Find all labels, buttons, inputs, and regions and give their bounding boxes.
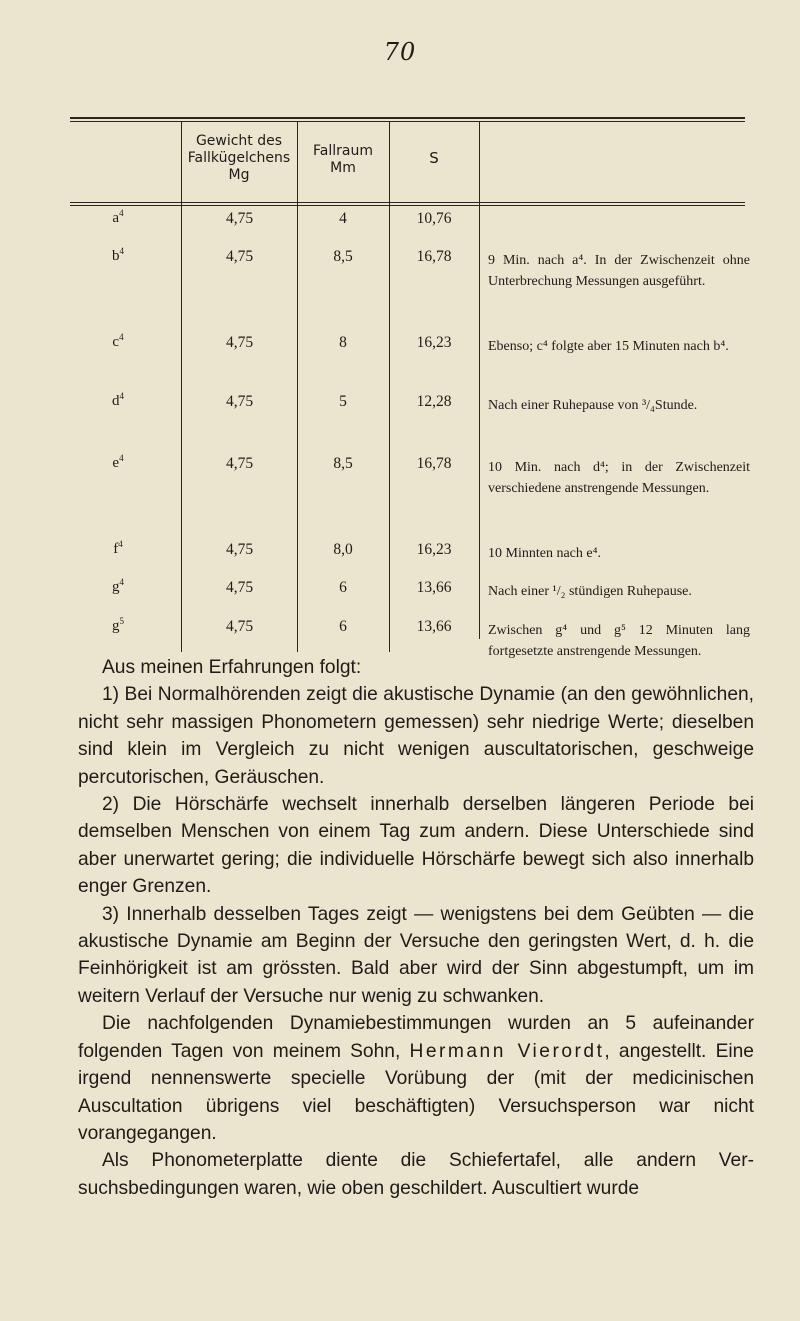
note-cell: Ebenso; c⁴ folgte aber 15 Minuten nach b⁴. [488, 339, 729, 354]
weight-cell: 4,75 [225, 541, 254, 558]
paragraph: Als Phonometerplatte diente die Schiefertafel, alle andern Versuchsbedingungen waren, wie oben geschildert. Auscultiert wurde [78, 1150, 754, 1199]
paragraph [78, 1010, 754, 1147]
fall-cell: 8,0 [333, 541, 353, 558]
paragraph-text: Die nachfolgenden Dynamiebestimmungen wurden an 5 aufeinander folgenden Tagen von meinem Sohn, [78, 1013, 754, 1062]
paragraph: 3) Innerhalb desselben Tages zeigt — wenigstens bei dem Geübten — die akustische Dynamie am Beginn der Versuche den geringsten Wert, d. h. die Feinhörigkeit ist am grössten. Bald aber wird der Sinn abgestumpft, um im weitern Verlauf der Versuche nur wenig zu schwanken. [78, 903, 754, 1007]
note-cell: Nach einer ¹/₂ stündigen Ruhepause. [488, 584, 692, 599]
fall-cell: 6 [339, 579, 347, 596]
row-label-letter: g [112, 579, 120, 595]
s-cell: 10,76 [416, 210, 452, 227]
note-cell: 10 Minnten nach e⁴. [488, 546, 601, 561]
row-label-superscript: 4 [119, 332, 124, 342]
row-label-superscript: 5 [119, 616, 124, 626]
header-fall-unit: Mm [330, 160, 356, 176]
fall-cell: 8 [339, 334, 347, 351]
paragraph: 2) Die Hörschärfe wechselt innerhalb derselben längeren Periode bei demselben Menschen von einem Tag zum andern. Diese Unterschiede sind aber unerwartet gering; die individuelle Hörschärfe bewegt sich also innerhalb enger Grenzen. [78, 794, 754, 898]
s-cell: 16,23 [416, 334, 452, 351]
s-cell: 13,66 [416, 579, 452, 596]
s-cell: 16,78 [416, 248, 452, 265]
row-label-letter: g [112, 618, 120, 634]
s-cell: 12,28 [416, 393, 452, 410]
fall-cell: 5 [339, 393, 347, 410]
header-weight-line1: Gewicht des [195, 133, 283, 149]
s-cell: 13,66 [416, 618, 452, 635]
note-cell: 9 Min. nach a⁴. In der Zwischenzeit ohne Unterbrechung Messungen ausgeführt. [488, 253, 750, 289]
weight-cell: 4,75 [225, 618, 254, 635]
row-label [88, 246, 148, 265]
note-cell: 10 Min. nach d⁴; in der Zwischenzeit verschiedene anstrengende Messungen. [488, 460, 750, 496]
row-label [88, 539, 148, 558]
column-divider [389, 121, 390, 652]
header-weight-line2: Fallkügelchens [187, 150, 291, 166]
row-label [88, 453, 148, 472]
table-top-rule [70, 117, 745, 119]
column-divider [479, 121, 480, 639]
header-s: S [429, 149, 439, 167]
column-divider [297, 121, 298, 652]
fall-cell: 8,5 [333, 455, 353, 472]
page-number: 70 [383, 38, 417, 66]
row-label-letter: b [112, 248, 120, 264]
row-label-superscript: 4 [119, 577, 124, 587]
weight-cell: 4,75 [225, 210, 254, 227]
s-cell: 16,78 [416, 455, 452, 472]
header-fall [297, 143, 389, 177]
row-label [88, 577, 148, 596]
table-top-rule-thin [70, 121, 745, 122]
person-name: Hermann Vierordt [409, 1040, 605, 1062]
row-label [88, 332, 148, 351]
header-fall-line1: Fallraum [313, 143, 373, 159]
paragraph: Aus meinen Erfahrungen folgt: [102, 657, 362, 678]
table-header-rule-thin [70, 205, 745, 206]
weight-cell: 4,75 [225, 455, 254, 472]
row-label-letter: a [112, 210, 120, 226]
paragraph: 1) Bei Normalhörenden zeigt die akustische Dynamie (an den gewöhnlichen, nicht sehr massigen Phonometern gemessen) sehr niedrige Werte; dieselben sind klein im Vergleich zu nicht wenigen auscultatorischen, geschweige percutorischen, Geräuschen. [78, 684, 754, 788]
row-label-superscript: 4 [119, 391, 124, 401]
weight-cell: 4,75 [225, 579, 254, 596]
body-text [78, 654, 754, 1202]
weight-cell: 4,75 [225, 393, 254, 410]
weight-cell: 4,75 [225, 248, 254, 265]
row-label-letter: e [112, 455, 120, 471]
weight-cell: 4,75 [225, 334, 254, 351]
row-label-superscript: 4 [119, 246, 124, 256]
fall-cell: 6 [339, 618, 347, 635]
row-label-superscript: 4 [118, 539, 123, 549]
paragraph-text: , angestellt. Eine irgend nennenswerte specielle Vorübung der (mit der medicinischen Auscultation übrigens viel beschäftigten) Versuchsperson war nicht vorangegangen. [78, 1040, 754, 1144]
row-label [88, 616, 148, 635]
header-weight-unit: Mg [228, 167, 250, 183]
column-divider [181, 121, 182, 652]
row-label-letter: f [113, 541, 119, 557]
note-cell: Zwischen g⁴ und g⁵ 12 Minuten lang fortgesetzte anstrengende Messungen. [488, 623, 750, 659]
s-cell: 16,23 [416, 541, 452, 558]
row-label [88, 208, 148, 227]
header-weight [181, 133, 297, 184]
fall-cell: 4 [339, 210, 347, 227]
row-label-superscript: 4 [119, 453, 124, 463]
row-label-letter: d [112, 393, 120, 409]
note-cell: Nach einer Ruhepause von ³/₄Stunde. [488, 398, 698, 413]
table-header-rule [70, 202, 745, 203]
row-label [88, 391, 148, 410]
fall-cell: 8,5 [333, 248, 353, 265]
row-label-letter: c [112, 334, 120, 350]
row-label-superscript: 4 [119, 208, 124, 218]
